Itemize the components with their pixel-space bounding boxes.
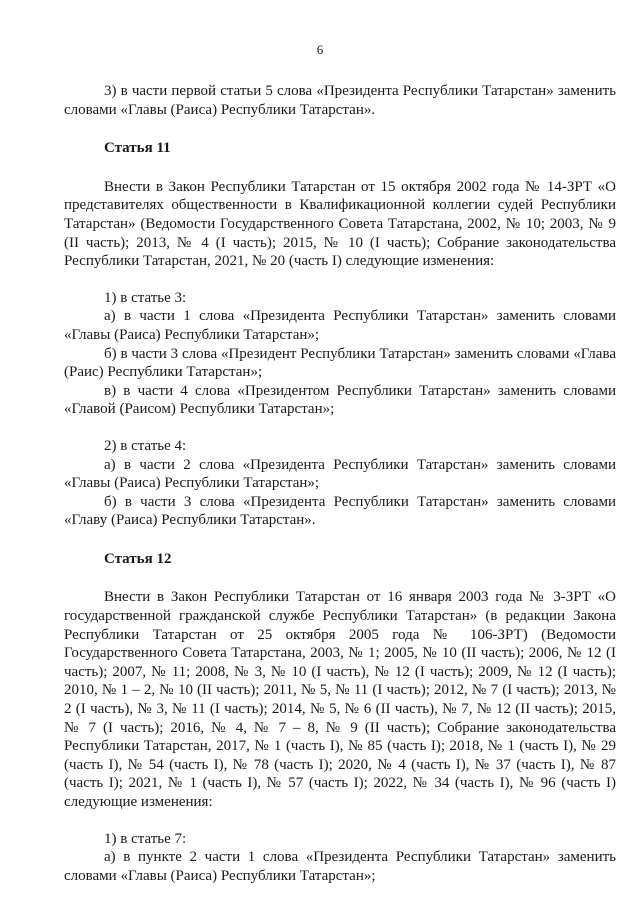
article-11-intro: Внести в Закон Республики Татарстан от 15 октября 2002 года № 14-ЗРТ «О представителях общественности в Квалификационной коллегии судей Республики Татарстан» (Ведомости Государственного Совета Татарстана, 2002, № 10; 2003, № 9 (II часть); 2013, № 4 (I часть); 2015, № 10 (I часть); Собрание законодательства Республики Татарстан, 2021, № 20 (часть I) следующие изменения:	[64, 178, 616, 270]
amendment-item: 1) в статье 3:	[104, 289, 187, 306]
amendment-item: 2) в статье 4:	[104, 437, 187, 454]
amendment-item: а) в части 1 слова «Президента Республики Татарстан» заменить словами «Главы (Раиса) Республики Татарстан»;	[64, 308, 616, 343]
amendment-item: а) в части 2 слова «Президента Республики Татарстан» заменить словами «Главы (Раиса) Республики Татарстан»;	[64, 456, 616, 492]
article-12-intro: Внести в Закон Республики Татарстан от 16 января 2003 года № 3-ЗРТ «О государственной гражданской службе Республики Татарстан» (в редакции Закона Республики Татарстан от 25 октября 2005 года № 106-ЗРТ) (Ведомости Государственного Совета Татарстана, 2003, № 1; 2005, № 10 (II часть); 2006, № 12 (I часть); 2007, № 11; 2008, № 3, № 10 (I часть), № 12 (I часть); 2009, № 12 (I часть); 2010, № 1 – 2, № 10 (II часть); 2011, № 5, № 11 (I часть); 2012, № 7 (I часть); 2013, № 2 (I часть), № 3, № 11 (I часть); 2014, № 5, № 6 (II часть), № 7, № 12 (II часть); 2015, № 7 (I часть); 2016, № 4, № 7 – 8, № 9 (II часть); Собрание законодательства Республики Татарстан, 2017, № 1 (часть I), № 85 (часть I); 2018, № 1 (часть I), № 29 (часть I), № 54 (часть I), № 78 (часть I); 2020, № 4 (часть I), № 37 (часть I), № 87 (часть I); 2021, № 1 (часть I), № 57 (часть I); 2022, № 34 (часть I), № 96 (часть I) следующие изменения:	[64, 589, 616, 810]
amendment-item: в) в части 4 слова «Президентом Республики Татарстан» заменить словами «Главой (Раисом) Республики Татарстан»;	[64, 382, 616, 418]
article-11-heading: Статья 11	[104, 140, 171, 157]
article-12-heading: Статья 12	[104, 550, 172, 567]
document-body	[64, 82, 616, 885]
amendment-item: б) в части 3 слова «Президента Республики Татарстан» заменить словами «Главу (Раиса) Республики Татарстан».	[64, 493, 616, 529]
amendment-item: а) в пункте 2 части 1 слова «Президента Республики Татарстан» заменить словами «Главы (Раиса) Республики Татарстан»;	[64, 849, 616, 884]
amendment-item: 3) в части первой статьи 5 слова «Президента Республики Татарстан» заменить словами «Главы (Раиса) Республики Татарстан».	[64, 83, 616, 118]
amendment-item: 1) в статье 7:	[104, 830, 187, 847]
amendment-item: б) в части 3 слова «Президент Республики Татарстан» заменить словами «Глава (Раис) Республики Татарстан»;	[64, 345, 616, 381]
page-number: 6	[316, 42, 324, 57]
